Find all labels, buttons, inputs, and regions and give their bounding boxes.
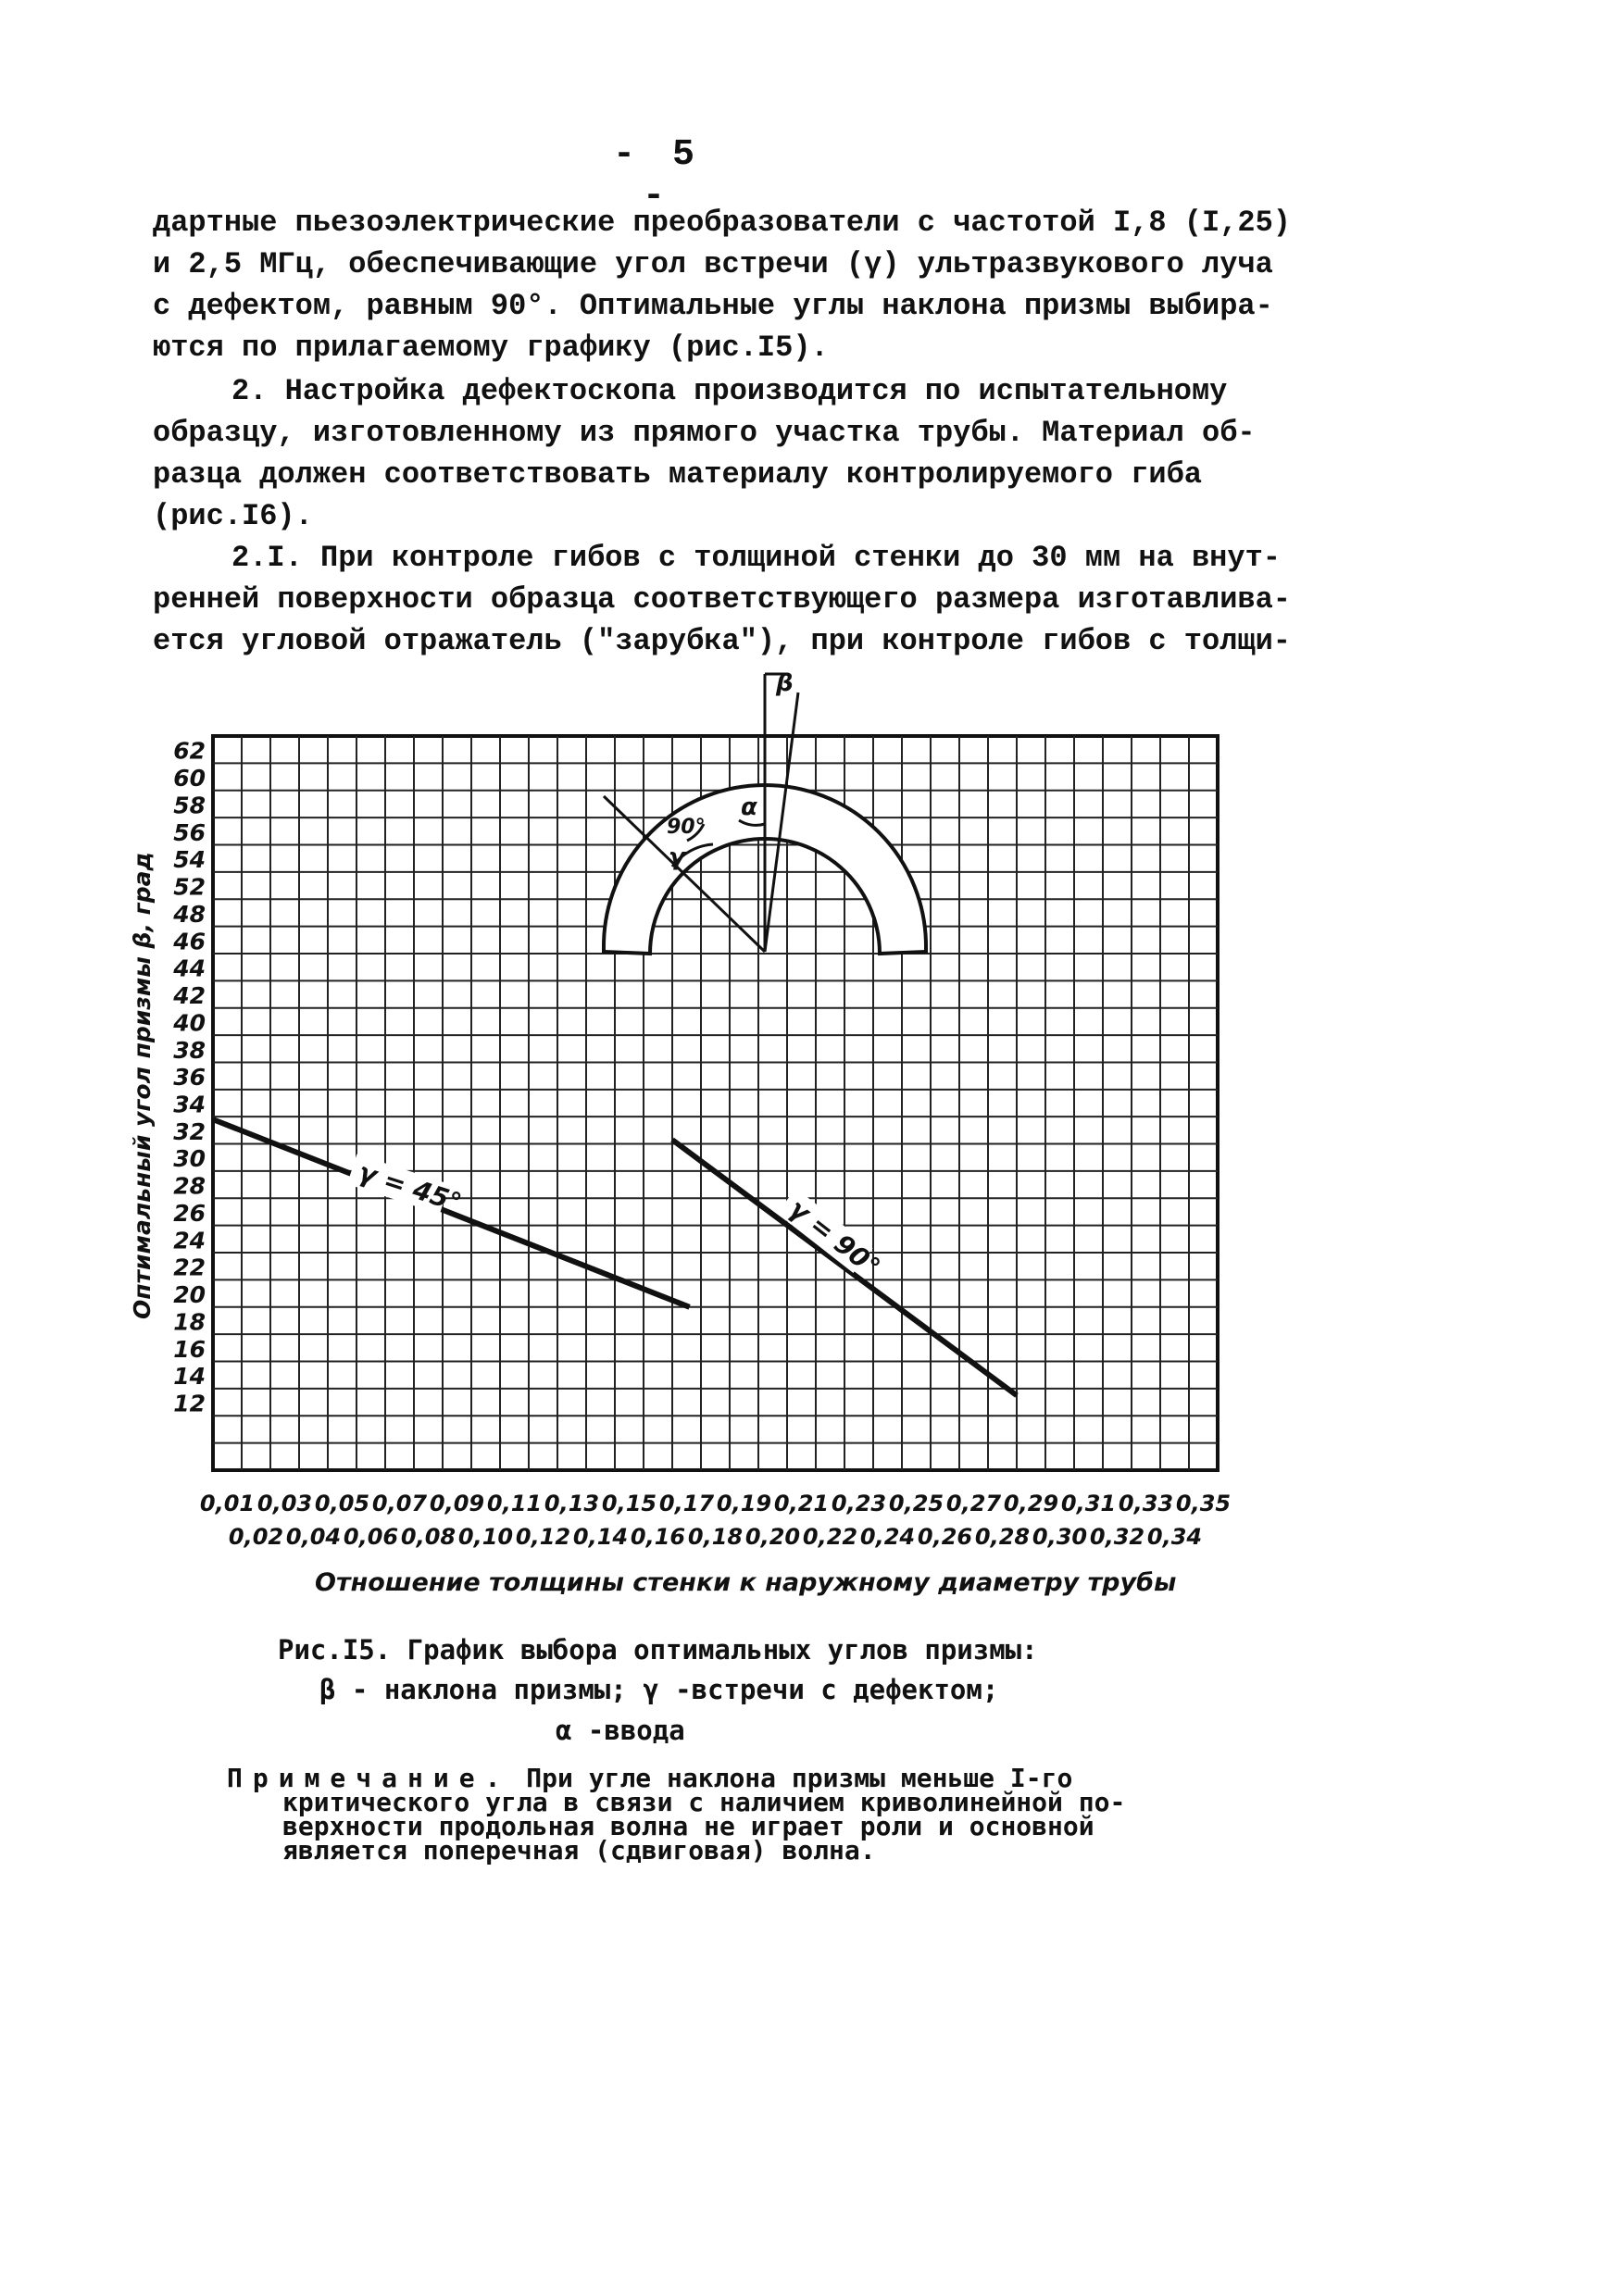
x-tick-label: 0,28: [974, 1524, 1031, 1550]
right-angle-label: 90°: [667, 816, 706, 839]
x-tick-label: 0,25: [888, 1491, 944, 1516]
x-tick-label: 0,09: [429, 1491, 485, 1516]
y-tick-label: 30: [173, 1145, 206, 1173]
page-number: - 5 -: [612, 134, 702, 218]
x-tick-label: 0,20: [744, 1524, 801, 1550]
x-tick-label: 0,03: [256, 1491, 313, 1516]
y-tick-label: 36: [173, 1064, 206, 1092]
note-line: критического угла в связи с наличием криволинейной по-: [282, 1787, 1126, 1817]
figure-caption-line-3: α -ввода: [556, 1715, 685, 1746]
x-tick-label: 0,15: [601, 1491, 657, 1516]
x-axis-label: Отношение толщины стенки к наружному диаметру трубы: [315, 1568, 1177, 1597]
y-tick-label: 26: [173, 1199, 206, 1227]
y-tick-label: 60: [173, 765, 206, 792]
x-tick-label: 0,32: [1089, 1524, 1145, 1550]
note-line: является поперечная (сдвиговая) волна.: [282, 1835, 876, 1866]
y-tick-label: 12: [173, 1390, 206, 1417]
y-tick-label: 42: [173, 982, 206, 1010]
note-line: При угле наклона призмы меньше I-го: [526, 1763, 1073, 1793]
x-tick-label: 0,30: [1032, 1524, 1088, 1550]
x-tick-label: 0,33: [1118, 1491, 1174, 1516]
y-tick-label: 54: [173, 846, 206, 874]
x-tick-label: 0,02: [228, 1524, 284, 1550]
y-tick-label: 32: [173, 1117, 206, 1145]
x-tick-label: 0,26: [917, 1524, 973, 1550]
text-line: образцу, изготовленному из прямого участка трубы. Материал об-: [153, 416, 1256, 450]
y-axis-label: Оптимальный угол призмы β, град: [129, 852, 156, 1319]
text-line: разца должен соответствовать материалу контролируемого гиба: [153, 457, 1202, 492]
x-tick-label: 0,12: [515, 1524, 571, 1550]
y-tick-label: 34: [173, 1091, 206, 1118]
y-tick-label: 20: [173, 1281, 206, 1309]
gamma-label: γ: [669, 843, 685, 871]
text-line: дартные пьезоэлектрические преобразователи с частотой I,8 (I,25): [153, 206, 1291, 240]
x-tick-label: 0,10: [457, 1524, 514, 1550]
x-tick-label: 0,14: [572, 1524, 629, 1550]
note-lead: Примечание.: [227, 1763, 511, 1793]
x-tick-label: 0,35: [1175, 1491, 1232, 1516]
alpha-label: α: [741, 793, 757, 821]
text-line: ренней поверхности образца соответствующего размера изготавлива-: [153, 582, 1291, 617]
x-tick-label: 0,07: [371, 1491, 428, 1516]
y-tick-label: 56: [173, 818, 206, 846]
y-tick-label: 14: [173, 1363, 206, 1391]
x-tick-label: 0,29: [1003, 1491, 1059, 1516]
x-tick-label: 0,08: [400, 1524, 457, 1550]
series-label: γ = 45°: [354, 1156, 466, 1218]
x-tick-label: 0,01: [199, 1491, 256, 1516]
note-line: верхности продольная волна не играет роли и основной: [282, 1811, 1094, 1841]
y-tick-label: 18: [173, 1308, 206, 1336]
x-tick-label: 0,16: [630, 1524, 686, 1550]
y-tick-label: 48: [173, 900, 206, 928]
x-tick-label: 0,31: [1060, 1491, 1117, 1516]
x-tick-label: 0,05: [314, 1491, 370, 1516]
y-tick-label: 58: [173, 792, 206, 819]
y-tick-label: 52: [173, 873, 206, 901]
text-line: ется угловой отражатель ("зарубка"), при контроле гибов с толщи-: [153, 624, 1291, 658]
note: [227, 1763, 1227, 1866]
y-tick-label: 44: [173, 955, 206, 982]
x-tick-label: 0,23: [831, 1491, 887, 1516]
text-line: (рис.I6).: [153, 499, 313, 533]
x-tick-label: 0,27: [945, 1491, 1002, 1516]
x-tick-label: 0,24: [859, 1524, 916, 1550]
figure-caption-line-1: Рис.I5. График выбора оптимальных углов призмы:: [278, 1634, 1038, 1666]
y-tick-label: 24: [173, 1227, 206, 1254]
beta-label: β: [776, 669, 794, 697]
y-tick-label: 40: [173, 1009, 206, 1037]
y-tick-label: 16: [173, 1335, 206, 1363]
series-label: γ = 90°: [782, 1192, 886, 1283]
y-tick-label: 28: [173, 1172, 206, 1200]
y-tick-label: 62: [173, 737, 206, 765]
x-tick-label: 0,04: [285, 1524, 342, 1550]
y-tick-label: 38: [173, 1036, 206, 1064]
y-tick-label: 46: [173, 928, 206, 955]
x-tick-label: 0,06: [343, 1524, 399, 1550]
y-tick-label: 22: [173, 1254, 206, 1281]
text-line: ются по прилагаемому графику (рис.I5).: [153, 331, 829, 365]
text-line: с дефектом, равным 90°. Оптимальные углы наклона призмы выбира-: [153, 289, 1273, 323]
text-line: и 2,5 МГц, обеспечивающие угол встречи (γ) ультразвукового луча: [153, 247, 1273, 281]
x-tick-label: 0,17: [658, 1491, 715, 1516]
x-tick-label: 0,11: [486, 1491, 543, 1516]
x-tick-label: 0,18: [687, 1524, 744, 1550]
text-line: 2. Настройка дефектоскопа производится по испытательному: [231, 374, 1228, 408]
x-tick-label: 0,22: [802, 1524, 858, 1550]
figure-caption-line-2: β - наклона призмы; γ -встречи с дефектом;: [319, 1674, 999, 1705]
pipe-bend-inset: [604, 669, 926, 954]
x-tick-label: 0,19: [716, 1491, 772, 1516]
x-tick-label: 0,34: [1146, 1524, 1203, 1550]
text-line: 2.I. При контроле гибов с толщиной стенки до 30 мм на внут-: [231, 541, 1281, 575]
x-tick-label: 0,13: [544, 1491, 600, 1516]
x-tick-label: 0,21: [773, 1491, 830, 1516]
